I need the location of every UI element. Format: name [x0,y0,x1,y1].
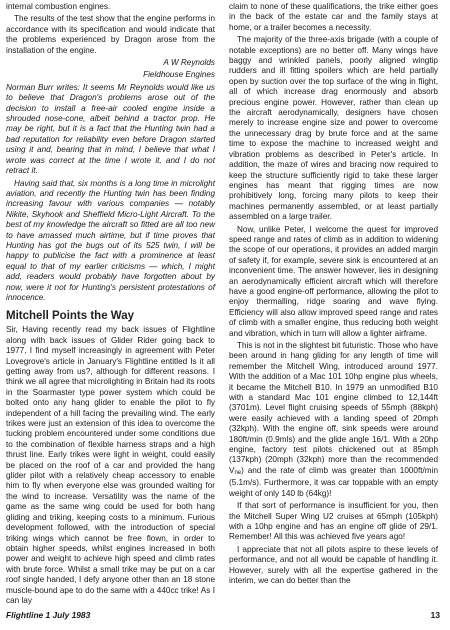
paragraph: Now, unlike Peter, I welcome the quest for improved speed range and rates of climb as in addition to widening the scope of our operations, it provides an added margin of safety if, for example, severe sink is encountered at an inconvenient time. The answer however, lies in designing an aerodynamically efficient aircraft which will therefore have a good engine-off performance, allowing the pilot to enjoy thermalling, ridge soaring and wave flying. Efficiency will also allow improved speed range and rates of climb with a smaller engine, thus reducing both weight and vibration, which in turn will allow a lighter airframe. [229,224,438,338]
left-column [6,2,215,608]
editor-response: Having said that, six months is a long time in microlight aviation, and recently the Hunting twin has been finding increasing favour with various companies — notably Nikite, Skyhook and Sheffield Micro-Light Aircraft. To the best of my knowledge the aircraft so fitted are all too new to have amassed much airtime, but if time proves that Hunting has got the bugs out of its 525 twin, I will be happy to publicise the fact with a prominence at least equal to that of my earlier criticisms — which, I might add, readers would probably have forgotten about by now, were it not for Hunting's persistent protestations of innocence. [6,178,215,302]
paragraph: The results of the test show that the engine performs in accordance with its specification and would indicate that the problems experienced by Dragon arose from the installation of the engine. [6,14,215,55]
paragraph: internal combustion engines. [6,2,111,11]
paragraph-text: ) and the rate of climb was greater than 1000ft/min (5.1m/s). Furthermore, it was car toppable with an empty weight of only 140 lb (64kg)! [229,465,438,498]
paragraph: I appreciate that not all pilots aspire to these levels of performance, and not all would be capable of handling it. However, surely with all the expertise gathered in the interim, we can do better than the [229,544,438,585]
article-heading: Mitchell Points the Way [6,310,135,323]
paragraph [229,341,438,499]
page-number: 13 [430,610,440,620]
paragraph: The majority of the three-axis brigade (with a couple of notable exceptions) are no better off. Many wings have baggy and wrinkled panels, poorly aligned wingtip rudders and ill fitting spoilers which are held partially open by suction over the top surface of the wing in flight, all of which increase drag enormously and absorb precious engine power. However, rather than clean up the aircraft aerodynamically, designers have chosen merely to increase engine size and power to overcome the unnecessary drag by brute force and at the same time to expose the machine to increased weight and vibration problems as described in Peter's article. In addition, the maze of wires and bracing now required to keep the structure sufficiently rigid to take these larger engines has meant that rigging times are now prohibitively long, forcing many pilots to keep their machines permanently assembled, or at least partially assembled on a large trailer. [229,35,438,222]
right-column [229,2,438,588]
subscript: ne [234,469,242,476]
signature-organization: Fieldhouse Engines [143,70,215,80]
publication-date: Flightline 1 July 1983 [6,610,91,620]
paragraph: If that sort of performance is insufficient for you, then the Mitchell Super Wing U2 cruises at 65mph (105kph) with a 10hp engine and has an engine off glide of 29/1. Remember! All this was achieved five years ago! [229,501,438,542]
paragraph-text: This is not in the slightest bit futuristic. Those who have been around in hang gliding for any length of time will remember the Mitchell Wing, introduced around 1977. With the addition of a Mac 101 10hp engine plus wheels, it became the Mitchell B10. In 1979 an unmodified B10 with a standard Mac 101 engine climbed to 12,144ft (3701m). Level flight cruising speeds of 55mph (88kph) were easily achieved with a landing speed of 20mph (32kph). With the engine off, sink speeds were around 180ft/min (0.9mls) and the glide angle 16/1. With a 20hp engine, factory test pilots chickened out at 85mph (137kph) (20mph (32kph) more than the recommended V [229,341,438,475]
editor-response: Norman Burr writes: It seems Mr Reynolds would like us to believe that Dragon's problems arose out of the decision to install a free-air cooled engine inside a shrouded nose-cone, albeit behind a tractor prop. He may be right, but it is a fact that the Hunting twin had a bad reputation for reliability even before Dragon started using it and, bearing that in mind, I believe that what I wrote was correct at the time I wrote it, and I do not retract it. [6,82,215,176]
letter-body: Sir, Having recently read my back issues of Flightline along with back issues of Glider Rider going back to 1977, I find myself increasingly in agreement with Peter Lovegrove's article in January's Flightline entitled Is it all getting away from us?, although for different reasons. I think we all agree that microlighting in Britain had its roots in the Soarmaster type power system which could be bolted onto any hang glider to enable the pilot to fly independent of a hill facing the prevailing wind. The early trikes were just an extension of this idea to overcome the tucking problem encountered under some conditions due to the combination of flexible harness straps and a high thrust line. Early trikes were light in weight, could easily be placed on the roof of a car and provided the hang glider pilot with a relatively cheap accessory to enable him to fly when everyone else was grounded waiting for the wind to increase. Versatility was the name of the game as the same wing could be used for both hang gliding and triking, keeping costs to a minimum. Furious development followed, with the introduction of special triking wings which cannot be free flown, in order to obtain higher speeds, whilst engines increased in both power and weight to achieve high speed and climb rates with brute force. Whilst a small trike may be put on a car roof single handed, I defy anyone other than an 18 stone muscle-bound ape to do the same with a 440cc trike! As I can lay [6,325,215,605]
signature-name: A W Reynolds [163,58,215,68]
page-footer [6,610,440,620]
paragraph: claim to none of these qualifications, the trike either goes in the back of the estate car and the family stays at home, or a trailer becomes a necessity. [229,2,438,32]
